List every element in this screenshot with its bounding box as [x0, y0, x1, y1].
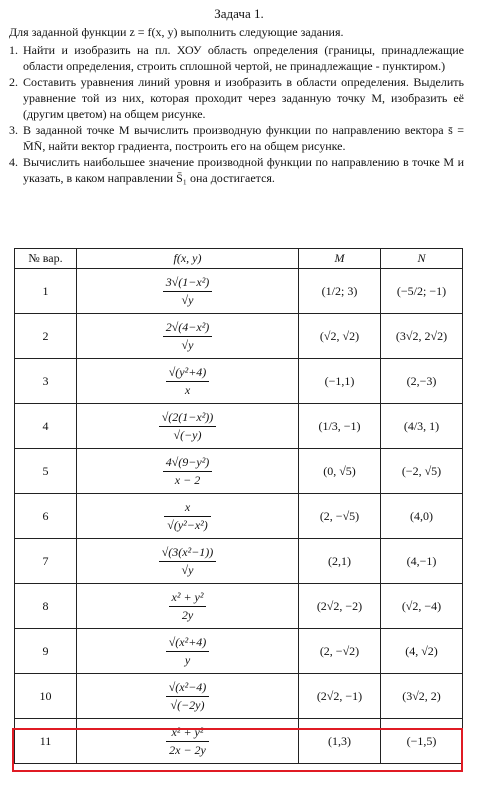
task-item: [9, 154, 464, 186]
function-fraction: [163, 275, 213, 308]
function-denominator: √(−2y): [170, 697, 205, 712]
variant-number: 11: [15, 719, 77, 764]
function-denominator: √y: [181, 562, 194, 577]
function-numerator: √(3(x²−1)): [159, 545, 217, 562]
point-m-value: (−1,1): [324, 373, 355, 388]
task-item-number: 4.: [9, 155, 18, 169]
table-row: [15, 359, 463, 404]
function-denominator: √y: [181, 292, 194, 307]
highlight-box: [12, 728, 463, 772]
table-row: [15, 674, 463, 719]
function-cell: [77, 359, 299, 404]
point-n-value: (−1,5): [406, 733, 437, 748]
task-item: [9, 42, 464, 74]
variant-number: 6: [15, 494, 77, 539]
table-row: [15, 629, 463, 674]
function-denominator: 2y: [181, 607, 194, 622]
point-n-value: (3√2, 2): [402, 688, 441, 703]
function-fraction: [164, 500, 211, 533]
task-item-number: 1.: [9, 43, 18, 57]
variant-number: 8: [15, 584, 77, 629]
function-cell: [77, 449, 299, 494]
point-m-cell: [299, 674, 381, 719]
function-numerator: 4√(9−y²): [163, 455, 213, 472]
table-row: [15, 449, 463, 494]
point-m-value: (1,3): [328, 733, 351, 748]
variant-number: 7: [15, 539, 77, 584]
point-m-cell: [299, 629, 381, 674]
point-n-value: (3√2, 2√2): [395, 328, 448, 343]
variant-number: 10: [15, 674, 77, 719]
function-denominator: √y: [181, 337, 194, 352]
point-m-value: (2√2, −2): [316, 598, 363, 613]
table-header-row: [15, 249, 463, 269]
table-row: [15, 404, 463, 449]
function-numerator: 2√(4−x²): [163, 320, 213, 337]
variant-number: 9: [15, 629, 77, 674]
function-numerator: x² + y²: [169, 590, 207, 607]
function-numerator: x: [164, 500, 211, 517]
point-m-cell: [299, 269, 381, 314]
point-m-value: (1/3, −1): [318, 418, 361, 433]
table-row: [15, 314, 463, 359]
function-denominator: √(y²−x²): [167, 517, 208, 532]
point-n-cell: [381, 539, 463, 584]
variants-table: [14, 248, 463, 764]
point-m-value: (2, −√5): [319, 508, 360, 523]
function-numerator: x² + y²: [166, 725, 209, 742]
point-m-value: (2√2, −1): [316, 688, 363, 703]
task-item-number: 3.: [9, 123, 18, 137]
point-m-value: (√2, √2): [319, 328, 360, 343]
point-n-cell: [381, 359, 463, 404]
function-denominator: √(−y): [173, 427, 202, 442]
point-m-value: (2, −√2): [319, 643, 360, 658]
function-cell: [77, 539, 299, 584]
function-denominator: y: [184, 652, 191, 667]
variant-number: 5: [15, 449, 77, 494]
function-denominator: 2x − 2y: [169, 742, 206, 757]
task-item-text: Найти и изобразить на пл. ХОУ область определения (границы, принадлежащие области определения, строить сплошной чертой, не принадлежащие - пунктиром.): [23, 43, 464, 73]
point-n-value: (4,−1): [406, 553, 437, 568]
table-row: [15, 584, 463, 629]
point-m-value: (0, √5): [323, 463, 356, 478]
variant-number: 1: [15, 269, 77, 314]
task-title: Задача 1.: [214, 6, 264, 21]
table-row: [15, 269, 463, 314]
point-m-value: (1/2; 3): [321, 283, 358, 298]
function-fraction: [163, 455, 213, 488]
point-n-cell: [381, 314, 463, 359]
point-n-value: (4/3, 1): [403, 418, 440, 433]
function-fraction: [159, 545, 217, 578]
table-row: [15, 494, 463, 539]
table-body: [15, 269, 463, 764]
point-n-cell: [381, 629, 463, 674]
point-m-cell: [299, 449, 381, 494]
point-m-cell: [299, 314, 381, 359]
task-item-text: В заданной точке М вычислить производную функции по направлению вектора s̄ = M̄N̄, найти вектор градиента, построить его на общем рисунке.: [23, 123, 464, 153]
variant-number: 2: [15, 314, 77, 359]
header-variant: № вар.: [15, 249, 77, 269]
function-cell: [77, 629, 299, 674]
point-m-cell: [299, 494, 381, 539]
function-numerator: √(x²−4): [166, 680, 210, 697]
function-denominator: x − 2: [174, 472, 201, 487]
point-m-value: (2,1): [328, 553, 351, 568]
task-item-text: Вычислить наибольшее значение производной функции по направлению в точке М и указать, в каком направлении S̄₁ она достигается.: [23, 155, 464, 185]
table-row: [15, 539, 463, 584]
header-point-m: M: [299, 249, 381, 269]
function-numerator: √(2(1−x²)): [159, 410, 217, 427]
point-m-cell: [299, 404, 381, 449]
task-item-text: Составить уравнения линий уровня и изобразить в области определения. Выделить уравнение той из них, которая проходит через заданную точку М, изобразить её (другим цветом) на общем рисунке.: [23, 75, 464, 121]
point-n-value: (4,0): [410, 508, 433, 523]
function-fraction: [166, 680, 210, 713]
function-cell: [77, 404, 299, 449]
point-n-value: (−2, √5): [401, 463, 442, 478]
point-n-value: (2,−3): [406, 373, 437, 388]
point-m-cell: [299, 584, 381, 629]
function-fraction: [169, 590, 207, 623]
function-denominator: x: [184, 382, 191, 397]
point-n-cell: [381, 494, 463, 539]
point-n-cell: [381, 584, 463, 629]
task-intro: Для заданной функции z = f(x, y) выполнить следующие задания.: [9, 25, 344, 39]
point-m-cell: [299, 539, 381, 584]
task-list: [9, 42, 464, 186]
function-fraction: [159, 410, 217, 443]
task-item-number: 2.: [9, 75, 18, 89]
function-cell: [77, 674, 299, 719]
variant-number: 4: [15, 404, 77, 449]
point-n-value: (4, √2): [405, 643, 438, 658]
point-n-cell: [381, 449, 463, 494]
function-numerator: √(y²+4): [166, 365, 210, 382]
point-n-cell: [381, 269, 463, 314]
point-n-cell: [381, 404, 463, 449]
variant-number: 3: [15, 359, 77, 404]
function-cell: [77, 494, 299, 539]
function-cell: [77, 269, 299, 314]
function-fraction: [163, 320, 213, 353]
task-item: [9, 122, 464, 154]
function-fraction: [166, 365, 210, 398]
header-function: f(x, y): [77, 249, 299, 269]
point-m-cell: [299, 359, 381, 404]
function-numerator: 3√(1−x²): [163, 275, 213, 292]
task-item: [9, 74, 464, 122]
point-n-cell: [381, 674, 463, 719]
function-fraction: [166, 635, 210, 668]
header-point-n: N: [381, 249, 463, 269]
function-numerator: √(x²+4): [166, 635, 210, 652]
function-cell: [77, 314, 299, 359]
point-n-value: (√2, −4): [401, 598, 442, 613]
point-n-value: (−5/2; −1): [396, 283, 447, 298]
function-cell: [77, 584, 299, 629]
